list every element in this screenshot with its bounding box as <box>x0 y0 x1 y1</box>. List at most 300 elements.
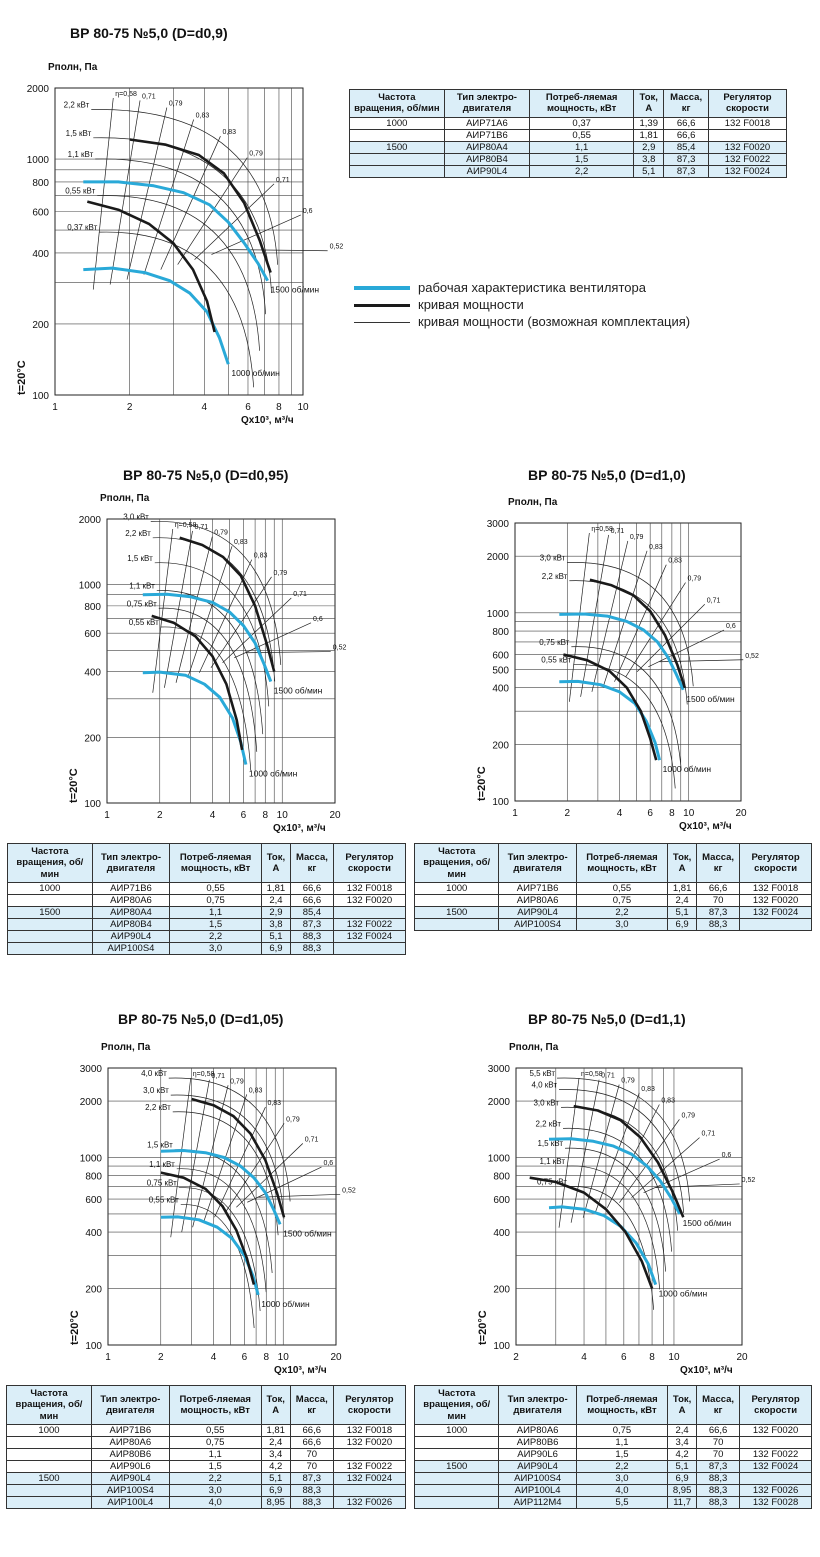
table-row <box>415 895 812 907</box>
table-cell-power: 0,55 <box>530 129 634 141</box>
table-cell-rpm <box>415 1437 499 1449</box>
table-cell-reg: 132 F0020 <box>740 1425 812 1437</box>
efficiency-label: 0,52 <box>329 243 344 251</box>
table-row <box>8 883 406 895</box>
table-cell-reg: 132 F0024 <box>740 1461 812 1473</box>
table-cell-motor: АИР100S4 <box>92 943 170 955</box>
power-label: 0,75 кВт <box>146 1178 177 1188</box>
y-axis-label: Pполн, Па <box>509 1042 559 1053</box>
table-cell-reg: 132 F0018 <box>334 883 406 895</box>
table-cell-reg <box>740 1473 812 1485</box>
motor-table <box>6 1385 406 1509</box>
table-cell-rpm <box>8 919 93 931</box>
x-tick-label: 20 <box>736 1352 748 1363</box>
table-cell-mass: 87,3 <box>664 165 709 177</box>
motor-table <box>7 843 406 955</box>
table-cell-current: 2,4 <box>668 1425 697 1437</box>
table-cell-current: 3,4 <box>668 1437 697 1449</box>
table-cell-current: 2,9 <box>634 141 664 153</box>
table-cell-rpm <box>415 1449 499 1461</box>
y-tick-label: 3000 <box>487 1064 510 1075</box>
column-header: Тип электро-двигателя <box>92 844 170 883</box>
rpm-annotation: 1500 об/мин <box>682 1217 732 1228</box>
column-header: Ток, А <box>634 90 664 118</box>
y-tick-label: 2000 <box>487 1097 510 1109</box>
y-tick-label: 500 <box>492 665 509 677</box>
y-tick-label: 800 <box>492 627 509 639</box>
table-cell-motor: АИР100L4 <box>91 1497 169 1509</box>
table-cell-motor: АИР100L4 <box>499 1485 576 1497</box>
column-header: Потреб-ляемая мощность, кВт <box>576 844 667 883</box>
table-cell-power: 0,75 <box>576 895 667 907</box>
table-cell-reg: 132 F0024 <box>740 907 812 919</box>
x-tick-label: 4 <box>581 1352 587 1363</box>
table-cell-rpm <box>7 1449 92 1461</box>
table-row <box>350 153 787 165</box>
table-cell-motor: АИР80В4 <box>444 153 529 165</box>
table-cell-rpm <box>350 165 445 177</box>
rpm-annotation: 1500 об/мин <box>686 693 735 704</box>
column-header: Тип электро-двигателя <box>444 90 529 118</box>
y-tick-label: 400 <box>492 683 509 695</box>
y-tick-label: 2000 <box>79 1097 102 1109</box>
table-cell-motor: АИР90L6 <box>499 1449 576 1461</box>
table-cell-current: 2,4 <box>261 1437 290 1449</box>
table-cell-current: 6,9 <box>668 1473 697 1485</box>
x-tick-label: 4 <box>616 808 623 819</box>
table-cell-rpm <box>350 153 445 165</box>
column-header: Частота вращения, об/мин <box>7 1386 92 1425</box>
legend-label: рабочая характеристика вентилятора <box>418 280 646 295</box>
efficiency-label: η=0,58 <box>192 1071 215 1078</box>
efficiency-label: 0,6 <box>302 207 313 215</box>
table-cell-power: 5,5 <box>576 1497 667 1509</box>
y-tick-label: 400 <box>32 248 49 260</box>
y-tick-label: 200 <box>32 319 49 331</box>
efficiency-label: η=0,58 <box>581 1071 603 1078</box>
table-row <box>8 931 406 943</box>
efficiency-label: 0,79 <box>286 1116 300 1124</box>
table-cell-power: 3,0 <box>576 1473 667 1485</box>
power-label: 1,1 кВт <box>67 150 94 160</box>
power-label: 0,55 кВт <box>128 618 159 628</box>
y-tick-label: 400 <box>493 1228 510 1240</box>
table-cell-current: 2,9 <box>261 907 290 919</box>
table-cell-mass: 70 <box>290 1449 333 1461</box>
table-cell-motor: АИР80А4 <box>92 907 170 919</box>
table-cell-power: 2,2 <box>530 165 634 177</box>
table-cell-mass: 70 <box>697 895 740 907</box>
column-header: Регулятор скорости <box>740 844 812 883</box>
column-header: Регулятор скорости <box>740 1386 812 1425</box>
x-tick-label: 4 <box>201 402 208 413</box>
table-cell-mass: 87,3 <box>664 153 709 165</box>
table-cell-motor: АИР90L4 <box>444 165 529 177</box>
rpm-annotation: 1000 об/мин <box>261 1298 310 1309</box>
power-label: 1,5 кВт <box>65 128 92 138</box>
power-label: 0,55 кВт <box>148 1195 179 1205</box>
panel-title: ВР 80-75 №5,0 (D=d1,1) <box>528 1011 686 1027</box>
column-header: Ток, А <box>668 844 697 883</box>
table-cell-reg: 132 F0022 <box>334 919 406 931</box>
power-label: 3,0 кВт <box>533 1098 560 1108</box>
table-row <box>350 117 787 129</box>
column-header: Масса, кг <box>697 1386 740 1425</box>
table-cell-power: 0,55 <box>576 883 667 895</box>
efficiency-label: 0,71 <box>706 597 721 605</box>
table-cell-rpm <box>415 1473 499 1485</box>
column-header: Ток, А <box>261 1386 290 1425</box>
efficiency-label: 0,71 <box>701 1130 716 1138</box>
table-row <box>350 141 787 153</box>
table-cell-power: 4,0 <box>169 1497 261 1509</box>
efficiency-label: 0,79 <box>214 529 228 537</box>
column-header: Масса, кг <box>664 90 709 118</box>
y-tick-label: 200 <box>493 1284 510 1296</box>
y-tick-label: 600 <box>85 1195 102 1207</box>
table-cell-mass: 70 <box>697 1449 740 1461</box>
y-tick-label: 800 <box>32 177 49 189</box>
table-cell-power: 1,1 <box>169 1449 261 1461</box>
table-cell-motor: АИР71В6 <box>91 1425 169 1437</box>
y-tick-label: 600 <box>32 207 49 219</box>
table-cell-rpm <box>7 1437 92 1449</box>
table-cell-current: 5,1 <box>261 931 290 943</box>
table-row <box>8 907 406 919</box>
column-header: Масса, кг <box>290 844 333 883</box>
table-cell-reg: 132 F0020 <box>334 895 406 907</box>
table-cell-reg: 132 F0020 <box>333 1437 405 1449</box>
x-tick-label: 6 <box>241 1352 248 1363</box>
panel-title: ВР 80-75 №5,0 (D=d0,95) <box>123 467 289 483</box>
table-cell-motor: АИР80А6 <box>499 1425 576 1437</box>
table-cell-mass: 66,6 <box>697 1425 740 1437</box>
table-cell-reg: 132 F0028 <box>740 1497 812 1509</box>
table-cell-mass: 66,6 <box>290 883 333 895</box>
table-cell-power: 3,0 <box>170 943 262 955</box>
x-axis-label: Qx10³, м³/ч <box>241 415 294 426</box>
table-cell-reg: 132 F0018 <box>708 117 786 129</box>
table-cell-current: 3,8 <box>634 153 664 165</box>
table-cell-mass: 87,3 <box>697 907 740 919</box>
table-cell-current: 5,1 <box>634 165 664 177</box>
table-cell-current: 2,4 <box>261 895 290 907</box>
x-tick-label: 8 <box>263 1352 270 1363</box>
table-cell-motor: АИР90L6 <box>91 1461 169 1473</box>
table-cell-current: 2,4 <box>668 895 697 907</box>
power-label: 4,0 кВт <box>141 1069 167 1079</box>
legend-item <box>354 313 690 330</box>
temperature-label: t=20°C <box>16 360 28 395</box>
power-curve <box>569 1186 654 1309</box>
table-cell-motor: АИР80А6 <box>91 1437 169 1449</box>
efficiency-label: 0,79 <box>629 533 644 541</box>
table-cell-motor: АИР80А6 <box>499 895 576 907</box>
table-cell-power: 0,75 <box>170 895 262 907</box>
table-cell-mass: 70 <box>697 1437 740 1449</box>
table-row <box>8 895 406 907</box>
efficiency-label: 0,71 <box>610 527 625 535</box>
table-cell-power: 1,1 <box>576 1437 667 1449</box>
efficiency-label: 0,83 <box>267 1100 282 1108</box>
table-cell-reg <box>333 1485 405 1497</box>
power-curve-line <box>530 1178 652 1289</box>
x-tick-label: 6 <box>240 810 247 821</box>
x-axis-label: Qx10³, м³/ч <box>273 823 326 834</box>
table-row <box>415 883 812 895</box>
y-tick-label: 800 <box>85 1171 102 1183</box>
table-cell-reg: 132 F0020 <box>740 895 812 907</box>
column-header: Тип электро-двигателя <box>91 1386 169 1425</box>
table-cell-current: 6,9 <box>261 1485 290 1497</box>
table-row <box>7 1425 406 1437</box>
table-cell-power: 0,37 <box>530 117 634 129</box>
table-cell-rpm <box>415 895 499 907</box>
column-header: Потреб-ляемая мощность, кВт <box>169 1386 261 1425</box>
x-tick-label: 2 <box>156 810 163 821</box>
table-row <box>415 919 812 931</box>
y-tick-label: 800 <box>84 601 101 613</box>
column-header: Частота вращения, об/мин <box>415 1386 499 1425</box>
x-tick-label: 2 <box>126 402 133 413</box>
efficiency-label: 0,83 <box>641 1085 655 1093</box>
table-cell-mass: 85,4 <box>290 907 333 919</box>
table-cell-mass: 87,3 <box>290 1473 333 1485</box>
efficiency-label: 0,6 <box>721 1152 732 1160</box>
panel-title: ВР 80-75 №5,0 (D=d0,9) <box>70 25 228 41</box>
y-tick-label: 100 <box>84 799 101 810</box>
table-cell-reg <box>334 907 406 919</box>
table-row <box>7 1497 406 1509</box>
y-axis-label: Pполн, Па <box>101 1042 151 1053</box>
y-tick-label: 600 <box>493 1195 510 1207</box>
motor-table <box>414 1385 812 1509</box>
power-label: 1,5 кВт <box>147 1140 173 1150</box>
table-cell-current: 1,81 <box>634 129 664 141</box>
panel-title: ВР 80-75 №5,0 (D=d1,05) <box>118 1011 284 1027</box>
table-cell-motor: АИР100S4 <box>499 919 576 931</box>
table-cell-current: 1,81 <box>668 883 697 895</box>
x-tick-label: 8 <box>649 1352 655 1363</box>
x-tick-label: 1 <box>104 810 110 821</box>
table-row <box>350 129 787 141</box>
table-row <box>7 1461 406 1473</box>
y-tick-label: 1000 <box>26 155 49 167</box>
table-cell-current: 4,2 <box>261 1461 290 1473</box>
table-cell-rpm <box>415 1485 499 1497</box>
efficiency-label: η=0,58 <box>591 526 613 533</box>
y-axis-label: Pполн, Па <box>508 497 558 508</box>
y-tick-label: 600 <box>84 629 101 641</box>
table-cell-reg <box>740 1437 812 1449</box>
table-header-row <box>350 90 787 118</box>
efficiency-label: 0,6 <box>323 1160 334 1168</box>
table-row <box>7 1473 406 1485</box>
table-cell-power: 0,55 <box>169 1425 261 1437</box>
table-row <box>8 943 406 955</box>
table-cell-rpm: 1500 <box>7 1473 92 1485</box>
efficiency-label: 0,79 <box>230 1078 244 1086</box>
table-cell-current: 11,7 <box>668 1497 697 1509</box>
table-cell-reg <box>334 943 406 955</box>
column-header: Регулятор скорости <box>333 1386 405 1425</box>
x-axis-label: Qx10³, м³/ч <box>680 1365 733 1376</box>
temperature-label: t=20°C <box>477 1310 489 1345</box>
y-tick-label: 1000 <box>486 608 509 620</box>
column-header: Ток, А <box>261 844 290 883</box>
motor-table <box>349 89 787 178</box>
table-cell-rpm <box>7 1485 92 1497</box>
table-cell-power: 2,2 <box>169 1473 261 1485</box>
table-cell-reg: 132 F0026 <box>333 1497 405 1509</box>
table-cell-rpm <box>8 895 93 907</box>
x-tick-label: 10 <box>668 1352 680 1363</box>
legend-label: кривая мощности <box>418 297 524 312</box>
y-tick-label: 100 <box>85 1341 102 1352</box>
column-header: Ток, А <box>668 1386 697 1425</box>
power-label: 0,75 кВт <box>539 637 570 647</box>
table-cell-power: 3,0 <box>169 1485 261 1497</box>
table-cell-power: 0,75 <box>169 1437 261 1449</box>
table-header-row <box>8 844 406 883</box>
table-cell-mass: 88,3 <box>697 919 740 931</box>
column-header: Масса, кг <box>290 1386 333 1425</box>
efficiency-label: 0,6 <box>725 623 736 631</box>
motor-table <box>414 843 812 931</box>
table-cell-reg: 132 F0018 <box>333 1425 405 1437</box>
table-row <box>415 907 812 919</box>
y-tick-label: 200 <box>85 1284 102 1296</box>
x-tick-label: 10 <box>683 808 695 819</box>
column-header: Частота вращения, об/мин <box>350 90 445 118</box>
efficiency-label: 0,71 <box>194 523 209 531</box>
table-cell-rpm <box>8 931 93 943</box>
table-cell-mass: 66,6 <box>290 1425 333 1437</box>
power-label: 2,2 кВт <box>145 1102 171 1112</box>
y-tick-label: 200 <box>84 733 101 745</box>
efficiency-label: 0,79 <box>681 1112 696 1120</box>
table-cell-rpm: 1000 <box>8 883 93 895</box>
table-cell-rpm: 1000 <box>415 883 499 895</box>
power-label: 0,75 кВт <box>536 1177 568 1187</box>
table-row <box>415 1425 812 1437</box>
table-row <box>415 1497 812 1509</box>
table-cell-power: 0,75 <box>576 1425 667 1437</box>
table-row <box>415 1449 812 1461</box>
table-cell-mass: 88,3 <box>290 1497 333 1509</box>
y-tick-label: 2000 <box>486 552 509 564</box>
table-row <box>8 919 406 931</box>
y-tick-label: 1000 <box>78 580 101 592</box>
power-label: 3,0 кВт <box>123 512 149 522</box>
table-cell-mass: 88,3 <box>697 1485 740 1497</box>
power-label: 2,2 кВт <box>535 1119 562 1129</box>
table-cell-reg <box>333 1449 405 1461</box>
column-header: Потреб-ляемая мощность, кВт <box>530 90 634 118</box>
table-cell-rpm: 1500 <box>415 1461 499 1473</box>
table-cell-current: 1,81 <box>261 1425 290 1437</box>
y-tick-label: 200 <box>492 740 509 752</box>
y-tick-label: 400 <box>84 667 101 679</box>
y-axis-label: Pполн, Па <box>48 62 98 73</box>
table-cell-mass: 88,3 <box>697 1473 740 1485</box>
rpm-annotation: 1000 об/мин <box>658 1288 708 1299</box>
power-label: 5,5 кВт <box>529 1069 556 1079</box>
efficiency-label: 0,71 <box>276 176 290 184</box>
table-row <box>7 1449 406 1461</box>
efficiency-label: 0,83 <box>661 1097 675 1105</box>
y-tick-label: 800 <box>493 1171 510 1183</box>
rpm-annotation: 1000 об/мин <box>248 768 298 779</box>
efficiency-label: η=0,58 <box>115 91 137 98</box>
efficiency-label: 0,71 <box>211 1072 226 1080</box>
y-tick-label: 100 <box>493 1341 510 1352</box>
table-header-row <box>7 1386 406 1425</box>
y-tick-label: 2000 <box>26 84 49 95</box>
table-cell-reg <box>708 129 786 141</box>
legend-item <box>354 279 690 296</box>
rpm-annotation: 1500 об/мин <box>273 685 323 696</box>
table-cell-power: 0,55 <box>170 883 262 895</box>
power-label: 3,0 кВт <box>143 1086 169 1096</box>
table-cell-reg: 132 F0024 <box>334 931 406 943</box>
temperature-label: t=20°C <box>68 768 80 803</box>
table-cell-motor: АИР71В6 <box>444 129 529 141</box>
column-header: Регулятор скорости <box>708 90 786 118</box>
table-cell-reg: 132 F0018 <box>740 883 812 895</box>
table-cell-power: 1,5 <box>170 919 262 931</box>
table-cell-rpm <box>8 943 93 955</box>
table-cell-current: 5,1 <box>261 1473 290 1485</box>
table-row <box>415 1461 812 1473</box>
table-cell-rpm <box>415 919 499 931</box>
table-cell-mass: 87,3 <box>290 919 333 931</box>
efficiency-label: 0,83 <box>234 539 248 547</box>
efficiency-label: 0,52 <box>745 652 759 660</box>
power-label: 1,1 кВт <box>129 581 155 591</box>
rpm-annotation: 1000 об/мин <box>662 764 712 775</box>
table-cell-current: 6,9 <box>668 919 697 931</box>
power-label: 4,0 кВт <box>531 1080 558 1090</box>
column-header: Частота вращения, об/мин <box>8 844 93 883</box>
table-cell-motor: АИР100S4 <box>91 1485 169 1497</box>
legend <box>354 279 690 330</box>
legend-label: кривая мощности (возможная комплектация) <box>418 314 691 329</box>
table-cell-current: 6,9 <box>261 943 290 955</box>
table-cell-power: 3,0 <box>576 919 667 931</box>
rpm-annotation: 1500 об/мин <box>283 1228 332 1239</box>
table-cell-rpm <box>415 1497 499 1509</box>
table-cell-rpm: 1000 <box>350 117 445 129</box>
table-row <box>7 1485 406 1497</box>
table-cell-current: 4,2 <box>668 1449 697 1461</box>
table-cell-power: 2,2 <box>576 907 667 919</box>
table-cell-reg <box>740 919 812 931</box>
table-cell-current: 3,8 <box>261 919 290 931</box>
efficiency-line <box>559 1078 579 1228</box>
x-axis-label: Qx10³, м³/ч <box>274 1365 327 1376</box>
x-tick-label: 1 <box>512 808 518 819</box>
table-cell-reg: 132 F0024 <box>708 165 786 177</box>
table-cell-mass: 88,3 <box>697 1497 740 1509</box>
table-cell-current: 1,39 <box>634 117 664 129</box>
power-label: 3,0 кВт <box>539 553 566 563</box>
table-cell-mass: 88,3 <box>290 943 333 955</box>
column-header: Тип электро-двигателя <box>499 844 576 883</box>
table-cell-current: 5,1 <box>668 1461 697 1473</box>
y-axis-label: Pполн, Па <box>100 493 150 504</box>
y-tick-label: 100 <box>32 391 49 402</box>
